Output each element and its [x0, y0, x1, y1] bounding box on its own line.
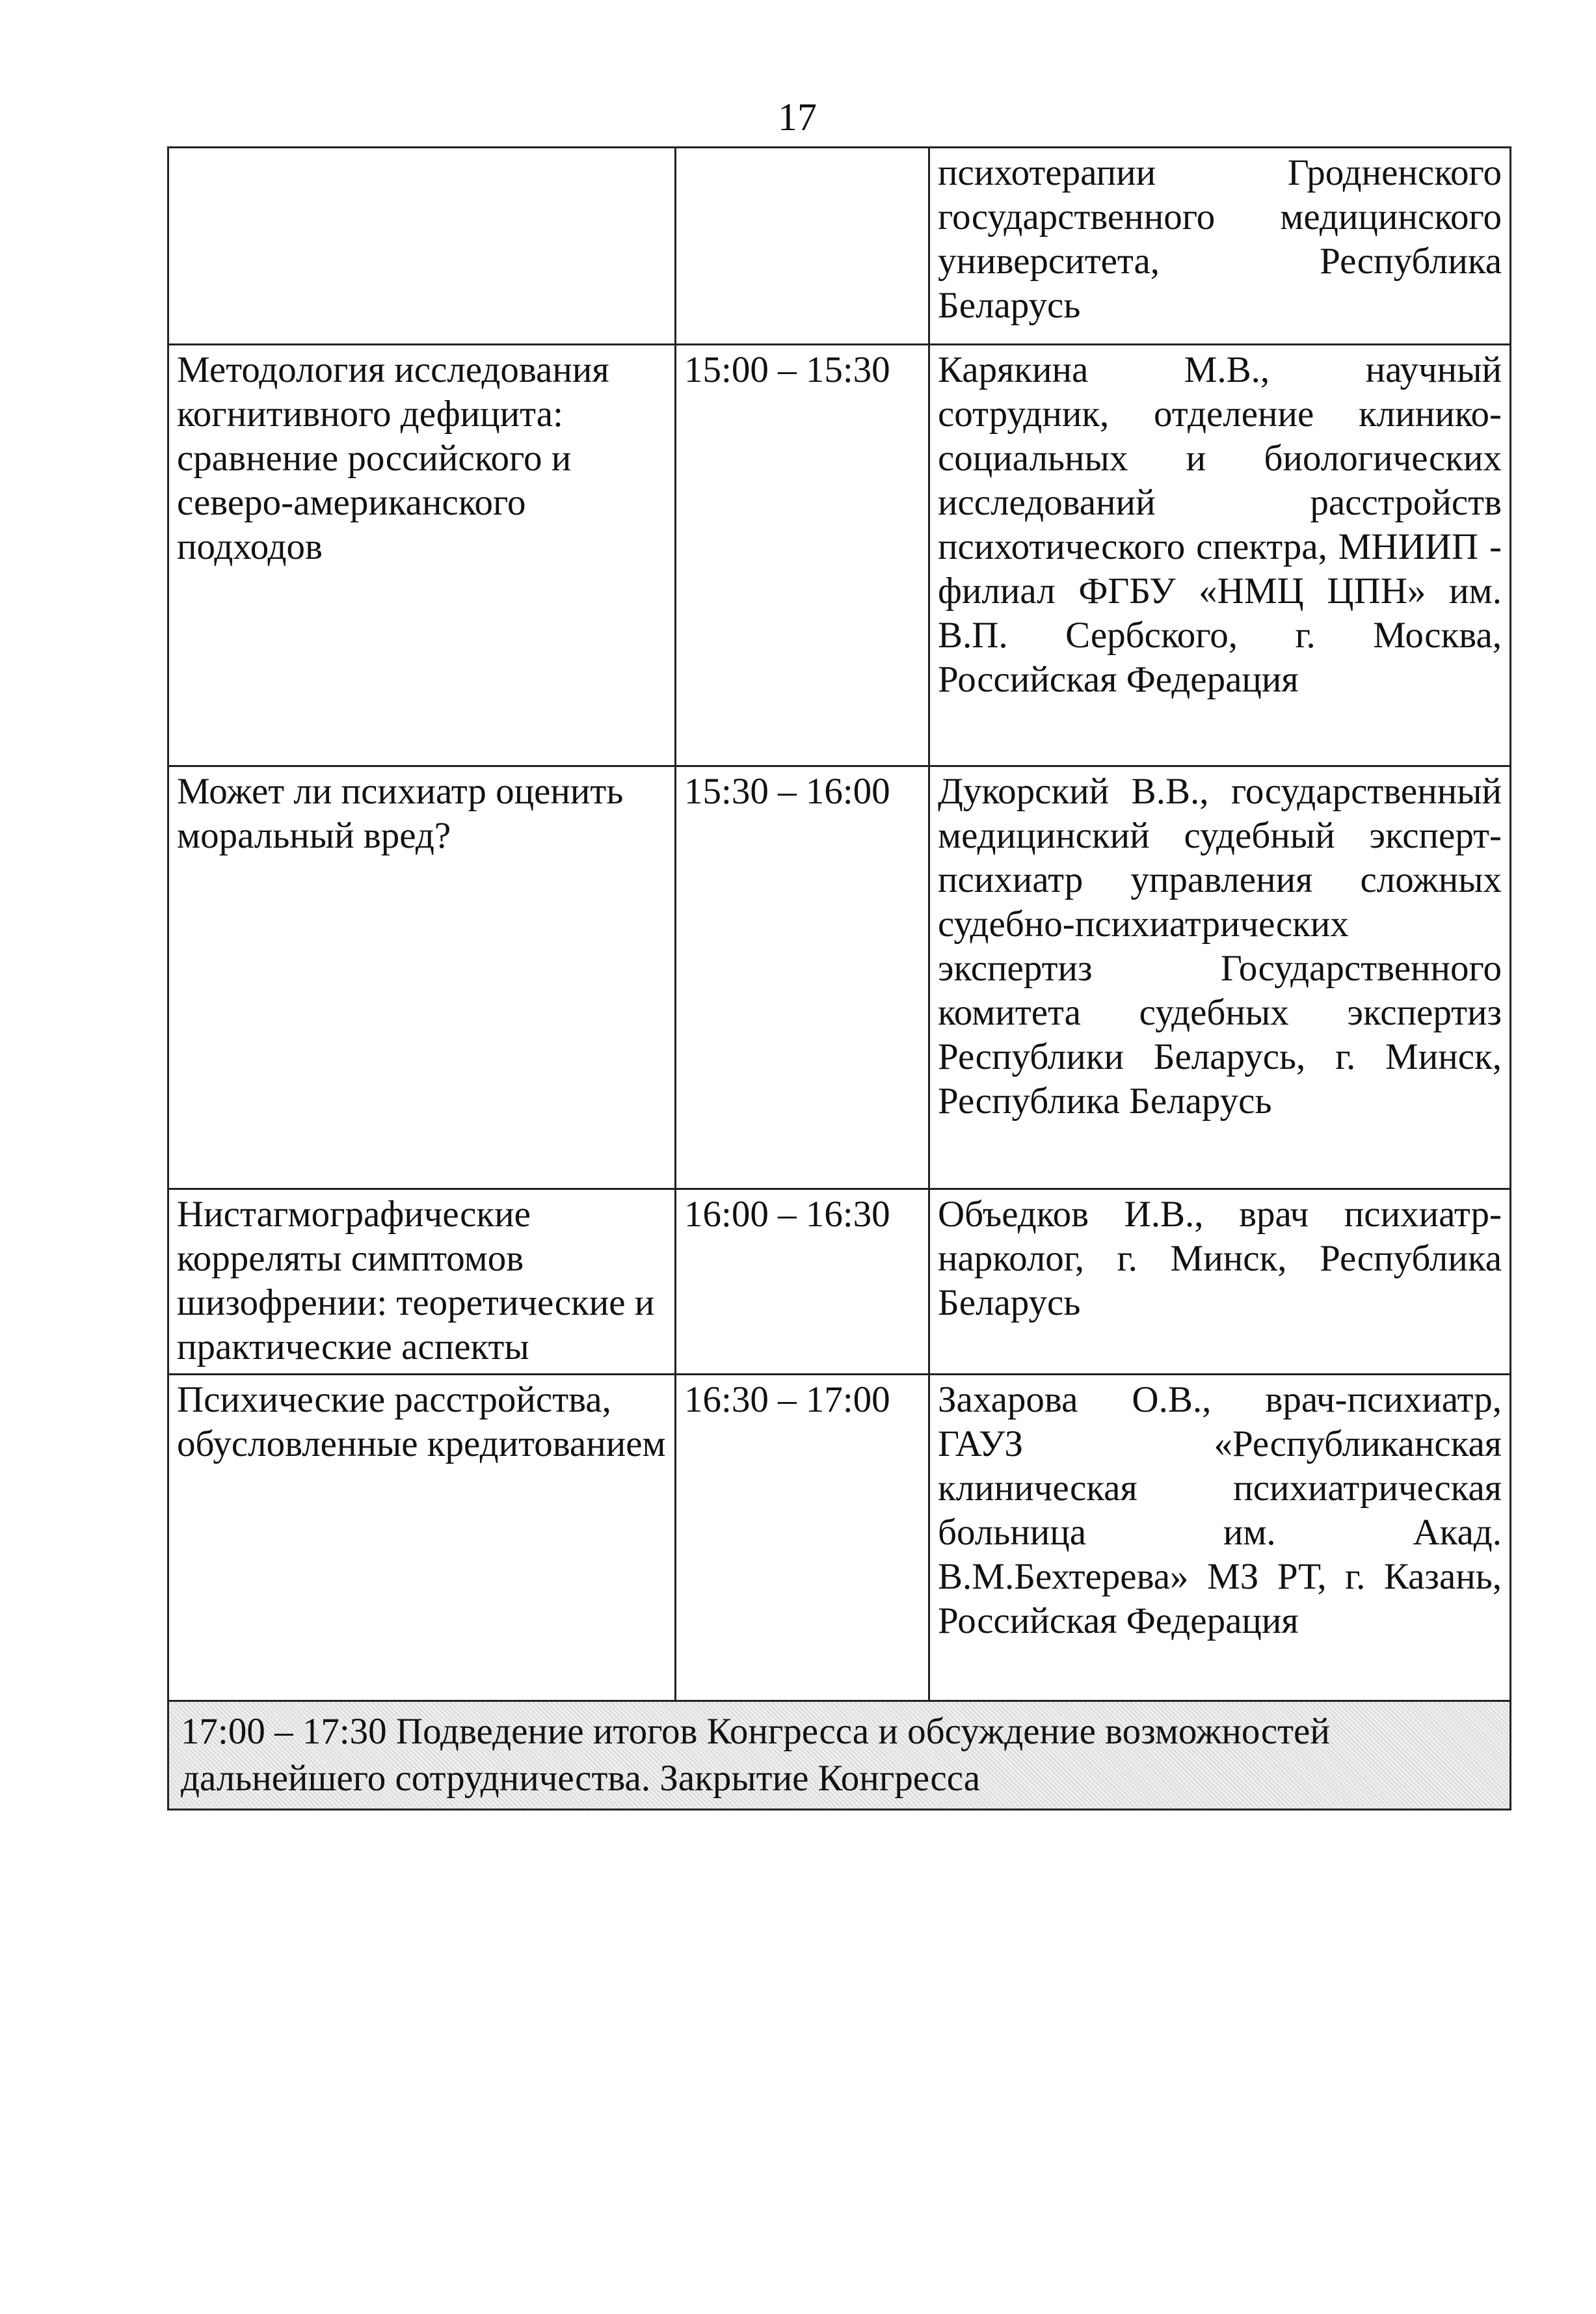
closing-row [168, 1701, 1511, 1810]
table-row [168, 1375, 1511, 1701]
table-row [168, 148, 1511, 345]
topic-cell: Психические расстройства, обусловленные кредитованием [168, 1375, 676, 1701]
topic-cell: Может ли психиатр оценить моральный вред? [168, 766, 676, 1189]
speaker-cell: психотерапии Гродненского государственного медицинского университета, Республика Беларусь [929, 148, 1511, 345]
topic-cell: Методология исследования когнитивного дефицита: сравнение российского и северо-американского подходов [168, 345, 676, 766]
speaker-cell: Карякина М.В., научный сотрудник, отделение клинико-социальных и биологических исследований расстройств психотического спектра, МНИИП - филиал ФГБУ «НМЦ ЦПН» им. В.П. Сербского, г. Москва, Российская Федерация [929, 345, 1511, 766]
table-row [168, 1189, 1511, 1375]
speaker-cell: Объедков И.В., врач психиатр-нарколог, г. Минск, Республика Беларусь [929, 1189, 1511, 1375]
speaker-cell: Дукорский В.В., государственный медицинский судебный эксперт-психиатр управления сложных судебно-психиатрических экспертиз Государственного комитета судебных экспертиз Республики Беларусь, г. Минск, Республика Беларусь [929, 766, 1511, 1189]
topic-cell: Нистагмографические корреляты симптомов шизофрении: теоретические и практические аспекты [168, 1189, 676, 1375]
time-cell: 16:30 – 17:00 [676, 1375, 929, 1701]
table-row [168, 766, 1511, 1189]
time-cell [676, 148, 929, 345]
topic-cell [168, 148, 676, 345]
schedule-table [167, 146, 1511, 1810]
time-cell: 15:30 – 16:00 [676, 766, 929, 1189]
closing-session-cell: 17:00 – 17:30 Подведение итогов Конгресса и обсуждение возможностей дальнейшего сотрудничества. Закрытие Конгресса [168, 1701, 1511, 1810]
page-number: 17 [778, 96, 817, 139]
time-cell: 15:00 – 15:30 [676, 345, 929, 766]
time-cell: 16:00 – 16:30 [676, 1189, 929, 1375]
speaker-cell: Захарова О.В., врач-психиатр, ГАУЗ «Республиканская клиническая психиатрическая больница им. Акад. В.М.Бехтерева» МЗ РТ, г. Казань, Российская Федерация [929, 1375, 1511, 1701]
table-row [168, 345, 1511, 766]
